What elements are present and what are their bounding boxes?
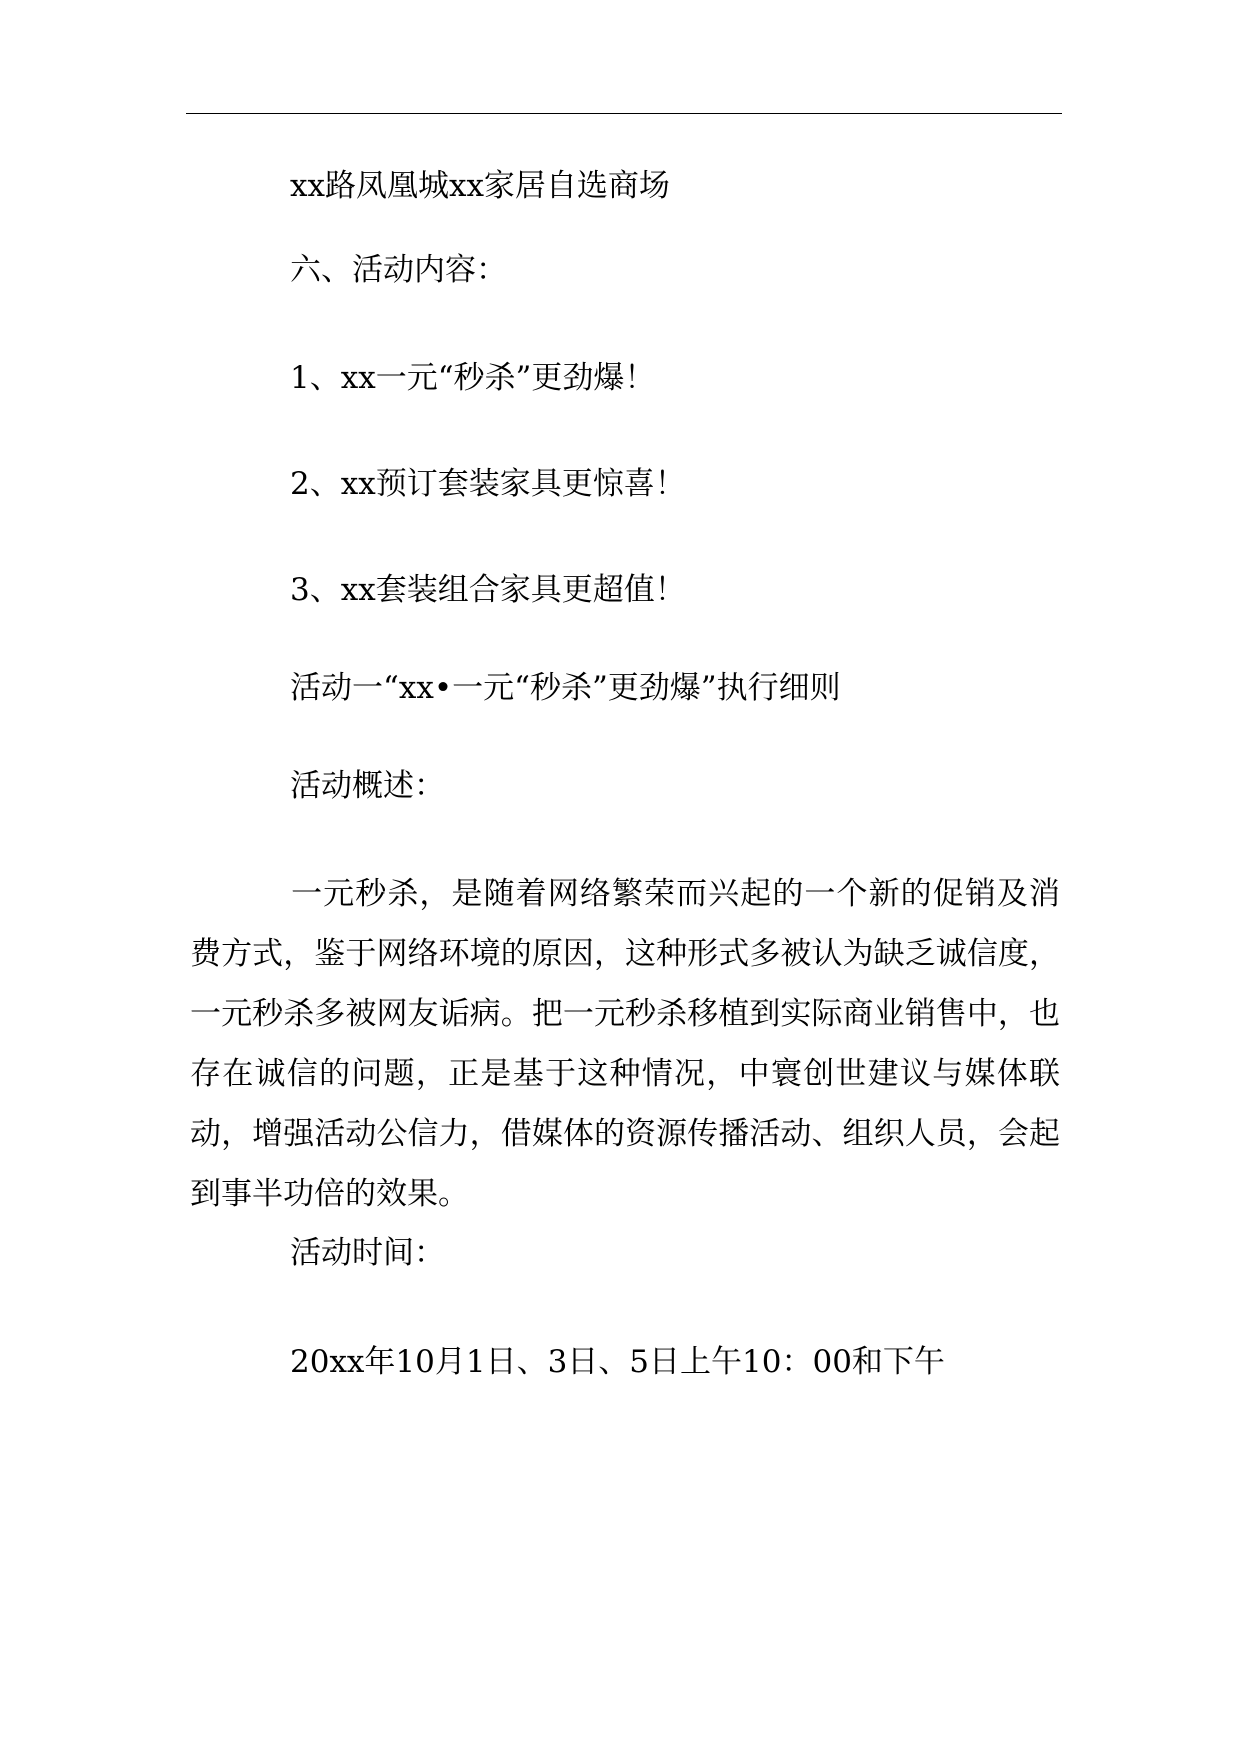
section-heading-activity-content: 六、活动内容：	[290, 252, 507, 288]
list-item-2: 2、xx预订套装家具更惊喜！	[290, 466, 686, 502]
activity-one-title: 活动一“xx•一元“秒杀”更劲爆”执行细则	[290, 670, 841, 706]
venue-line: xx路凤凰城xx家居自选商场	[290, 168, 670, 204]
time-heading: 活动时间：	[290, 1235, 445, 1271]
overview-paragraph	[190, 864, 1060, 1224]
list-item-3: 3、xx套装组合家具更超值！	[290, 572, 686, 608]
time-line: 20xx年10月1日、3日、5日上午10：00和下午	[290, 1344, 945, 1380]
overview-heading: 活动概述：	[290, 768, 445, 804]
header-rule	[186, 113, 1062, 114]
overview-paragraph-text: 一元秒杀，是随着网络繁荣而兴起的一个新的促销及消费方式，鉴于网络环境的原因，这种形式多被认为缺乏诚信度，一元秒杀多被网友诟病。把一元秒杀移植到实际商业销售中，也存在诚信的问题，正是基于这种情况，中寰创世建议与媒体联动，增强活动公信力，借媒体的资源传播活动、组织人员，会起到事半功倍的效果。	[190, 876, 1060, 1212]
list-item-1: 1、xx一元“秒杀”更劲爆！	[290, 360, 656, 396]
